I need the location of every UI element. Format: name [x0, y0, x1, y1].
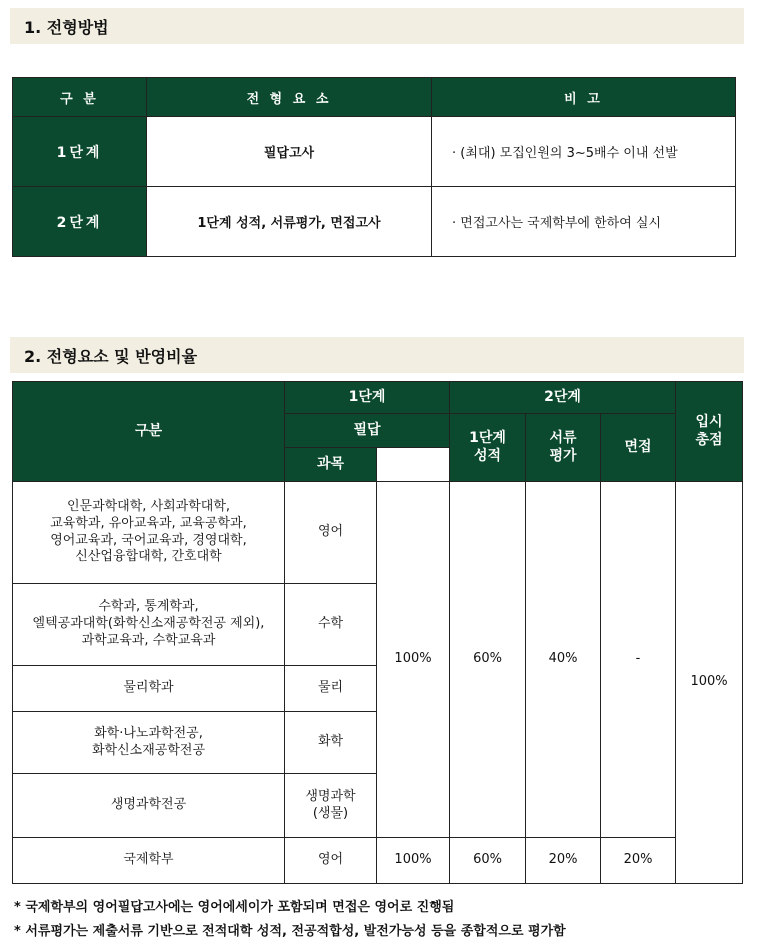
note-cell: · (최대) 모집인원의 3~5배수 이내 선발	[432, 117, 736, 187]
written-ratio-cell: 100%	[377, 482, 450, 838]
header-category: 구분	[13, 382, 285, 482]
header-category: 구 분	[13, 78, 147, 117]
category-cell: 인문과학대학, 사회과학대학, 교육학과, 유아교육과, 교육공학과, 영어교육과, 국어교육과, 경영대학, 신산업융합대학, 간호대학	[13, 482, 285, 584]
header-stage1-score: 1단계 성적	[450, 414, 526, 482]
note-cell: · 면접고사는 국제학부에 한하여 실시	[432, 187, 736, 257]
header-written: 필답	[285, 414, 450, 448]
subject-cell: 생명과학 (생물)	[285, 774, 377, 838]
subject-cell: 영어	[285, 482, 377, 584]
header-element: 전 형 요 소	[147, 78, 432, 117]
selection-method-table	[12, 77, 736, 257]
written-ratio-cell: 100%	[377, 838, 450, 884]
header-stage1: 1단계	[285, 382, 450, 414]
section1-title: 1. 전형방법	[10, 8, 744, 44]
stage1-score-ratio-cell: 60%	[450, 838, 526, 884]
header-note: 비 고	[432, 78, 736, 117]
element-cell: 필답고사	[147, 117, 432, 187]
table-row	[13, 482, 743, 584]
interview-ratio-cell: 20%	[601, 838, 676, 884]
stage1-score-ratio-cell: 60%	[450, 482, 526, 838]
table-row	[13, 117, 736, 187]
header-total: 입시 총점	[676, 382, 743, 482]
selection-ratio-table	[12, 381, 743, 884]
table-row	[13, 838, 743, 884]
header-interview: 면접	[601, 414, 676, 482]
subject-cell: 화학	[285, 712, 377, 774]
stage-cell: 2단계	[13, 187, 147, 257]
interview-ratio-cell: -	[601, 482, 676, 838]
footnote: * 국제학부의 영어필답고사에는 영어에세이가 포함되며 면접은 영어로 진행됨	[14, 900, 455, 915]
total-ratio-cell: 100%	[676, 482, 743, 884]
header-stage2: 2단계	[450, 382, 676, 414]
category-cell: 생명과학전공	[13, 774, 285, 838]
header-blank	[377, 448, 450, 482]
stage-cell: 1단계	[13, 117, 147, 187]
header-document: 서류 평가	[526, 414, 601, 482]
table-row	[13, 187, 736, 257]
category-cell: 수학과, 통계학과, 엘텍공과대학(화학신소재공학전공 제외), 과학교육과, 수학교육과	[13, 584, 285, 666]
subject-cell: 수학	[285, 584, 377, 666]
subject-cell: 영어	[285, 838, 377, 884]
document-ratio-cell: 20%	[526, 838, 601, 884]
footnote: * 서류평가는 제출서류 기반으로 전적대학 성적, 전공적합성, 발전가능성 등을 종합적으로 평가함	[14, 924, 566, 939]
category-cell: 화학·나노과학전공, 화학신소재공학전공	[13, 712, 285, 774]
header-subject: 과목	[285, 448, 377, 482]
category-cell: 국제학부	[13, 838, 285, 884]
document-ratio-cell: 40%	[526, 482, 601, 838]
section2-title: 2. 전형요소 및 반영비율	[10, 337, 744, 373]
category-cell: 물리학과	[13, 666, 285, 712]
element-cell: 1단계 성적, 서류평가, 면접고사	[147, 187, 432, 257]
subject-cell: 물리	[285, 666, 377, 712]
